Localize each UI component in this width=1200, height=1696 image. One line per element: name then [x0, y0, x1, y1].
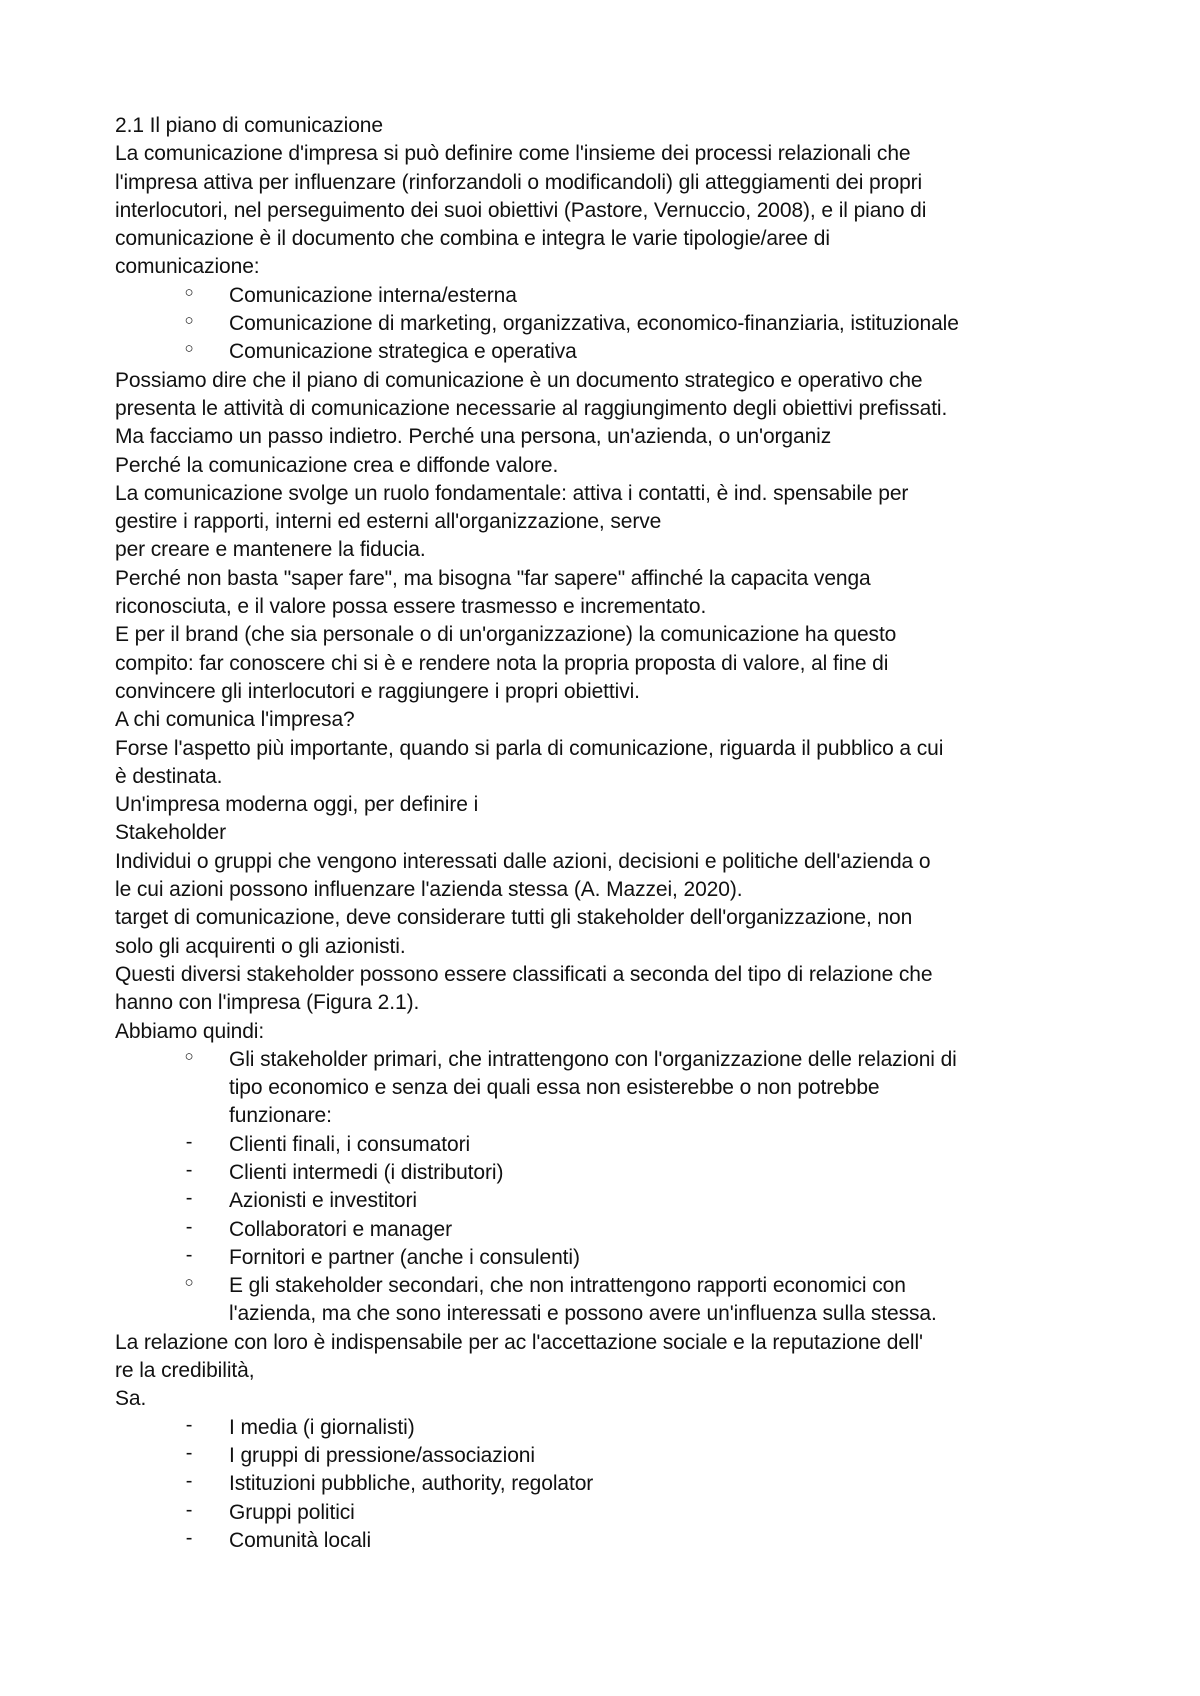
circle-bullet-icon: ○	[184, 1274, 194, 1292]
paragraph-line: è destinata.	[115, 764, 223, 788]
list-item-text: funzionare:	[229, 1104, 332, 1128]
paragraph-line: l'impresa attiva per influenzare (rinforzandoli o modificandoli) gli atteggiamenti dei propri	[115, 170, 923, 194]
paragraph-line: Possiamo dire che il piano di comunicazione è un documento strategico e operativo che	[115, 368, 923, 392]
paragraph-line: Ma facciamo un passo indietro. Perché una persona, un'azienda, o un'organiz	[115, 425, 832, 449]
list-item	[115, 1187, 1115, 1215]
list-item-text: Gli stakeholder primari, che intrattengono con l'organizzazione delle relazioni di	[229, 1047, 957, 1071]
dash-bullet-icon: -	[185, 1470, 193, 1493]
paragraph-line: convincere gli interlocutori e raggiungere i propri obiettivi.	[115, 679, 640, 703]
document-page	[115, 112, 1115, 1555]
paragraph-line: hanno con l'impresa (Figura 2.1).	[115, 991, 420, 1015]
list-item-text: l'azienda, ma che sono interessati e possono avere un'influenza sulla stessa.	[229, 1302, 937, 1326]
paragraph-line: re la credibilità,	[115, 1359, 255, 1383]
dash-bullet-icon: -	[185, 1215, 193, 1238]
list-item-text: Comunicazione di marketing, organizzativa, economico-finanziaria, istituzionale	[229, 312, 959, 336]
circle-bullet-icon: ○	[184, 312, 194, 330]
list-item	[115, 1216, 1115, 1244]
list-item-text: Istituzioni pubbliche, authority, regolator	[229, 1472, 594, 1496]
paragraph-line: La comunicazione d'impresa si può definire come l'insieme dei processi relazionali che	[115, 142, 911, 166]
paragraph-line: solo gli acquirenti o gli azionisti.	[115, 934, 406, 958]
list-item-text: Comunicazione interna/esterna	[229, 283, 517, 307]
paragraph-line: le cui azioni possono influenzare l'azienda stessa (A. Mazzei, 2020).	[115, 878, 743, 902]
list-item-text: Clienti intermedi (i distributori)	[229, 1160, 504, 1184]
list-item-text: Clienti finali, i consumatori	[229, 1132, 471, 1156]
paragraph-line: Sa.	[115, 1387, 147, 1411]
list-item-text: E gli stakeholder secondari, che non intrattengono rapporti economici con	[229, 1274, 906, 1298]
paragraph-line: Questi diversi stakeholder possono essere classificati a seconda del tipo di relazione che	[115, 962, 933, 986]
list-item-text: Fornitori e partner (anche i consulenti)	[229, 1245, 580, 1269]
dash-bullet-icon: -	[185, 1187, 193, 1210]
paragraph-line: Stakeholder	[115, 821, 226, 845]
list-item	[115, 1499, 1115, 1527]
dash-bullet-icon: -	[185, 1158, 193, 1181]
dash-bullet-icon: -	[185, 1526, 193, 1549]
list-item	[115, 1470, 1115, 1498]
paragraph-line: interlocutori, nel perseguimento dei suoi obiettivi (Pastore, Vernuccio, 2008), e il piano di	[115, 198, 927, 222]
list-item	[115, 310, 1115, 338]
section-heading: 2.1 Il piano di comunicazione	[115, 114, 383, 137]
circle-bullet-icon: ○	[184, 283, 194, 301]
paragraph-line: La relazione con loro è indispensabile per ac l'accettazione sociale e la reputazione dell'	[115, 1330, 923, 1354]
dash-bullet-icon: -	[185, 1413, 193, 1436]
paragraph-line: Perché la comunicazione crea e diffonde valore.	[115, 453, 559, 477]
list-item-text: Comunicazione strategica e operativa	[229, 340, 577, 364]
list-item	[115, 338, 1115, 366]
list-item	[115, 1442, 1115, 1470]
paragraph-line: Perché non basta "saper fare", ma bisogna "far sapere" affinché la capacita venga	[115, 566, 871, 590]
paragraph-line: presenta le attività di comunicazione necessarie al raggiungimento degli obiettivi prefissati.	[115, 396, 948, 420]
list-item-text: Comunità locali	[229, 1528, 372, 1552]
paragraph-line: per creare e mantenere la fiducia.	[115, 538, 426, 562]
paragraph-line: La comunicazione svolge un ruolo fondamentale: attiva i contatti, è ind. spensabile per	[115, 481, 909, 505]
paragraph-line: gestire i rapporti, interni ed esterni all'organizzazione, serve	[115, 510, 662, 534]
list-item-text: tipo economico e senza dei quali essa non esisterebbe o non potrebbe	[229, 1076, 880, 1100]
circle-bullet-icon: ○	[184, 340, 194, 358]
list-item-text: I gruppi di pressione/associazioni	[229, 1443, 535, 1467]
list-item	[115, 1244, 1115, 1272]
dash-bullet-icon: -	[185, 1243, 193, 1266]
list-item	[115, 282, 1115, 310]
list-item	[115, 1527, 1115, 1555]
list-item-text: Gruppi politici	[229, 1500, 355, 1524]
paragraph-line: Un'impresa moderna oggi, per definire i	[115, 793, 479, 817]
circle-bullet-icon: ○	[184, 1047, 194, 1065]
list-item-text: Azionisti e investitori	[229, 1189, 417, 1213]
paragraph-line: A chi comunica l'impresa?	[115, 708, 355, 732]
list-item-text: Collaboratori e manager	[229, 1217, 452, 1241]
paragraph-line: E per il brand (che sia personale o di un'organizzazione) la comunicazione ha questo	[115, 623, 897, 647]
dash-bullet-icon: -	[185, 1130, 193, 1153]
dash-bullet-icon: -	[185, 1441, 193, 1464]
paragraph-line: comunicazione è il documento che combina e integra le varie tipologie/aree di	[115, 227, 830, 251]
list-item	[115, 1159, 1115, 1187]
dash-bullet-icon: -	[185, 1498, 193, 1521]
paragraph-line: comunicazione:	[115, 255, 260, 279]
list-item	[115, 1131, 1115, 1159]
paragraph-line: Forse l'aspetto più importante, quando si parla di comunicazione, riguarda il pubblico a cui	[115, 736, 944, 760]
list-item	[115, 1272, 1115, 1329]
paragraph-line: compito: far conoscere chi si è e rendere nota la propria proposta di valore, al fine di	[115, 651, 889, 675]
paragraph-line: Abbiamo quindi:	[115, 1019, 265, 1043]
list-item	[115, 1414, 1115, 1442]
list-item-text: I media (i giornalisti)	[229, 1415, 415, 1439]
paragraph-line: riconosciuta, e il valore possa essere trasmesso e incrementato.	[115, 595, 707, 619]
list-item	[115, 1046, 1115, 1131]
paragraph-line: target di comunicazione, deve considerare tutti gli stakeholder dell'organizzazione, non	[115, 906, 913, 930]
paragraph-line: Individui o gruppi che vengono interessati dalle azioni, decisioni e politiche dell'azienda o	[115, 849, 931, 873]
